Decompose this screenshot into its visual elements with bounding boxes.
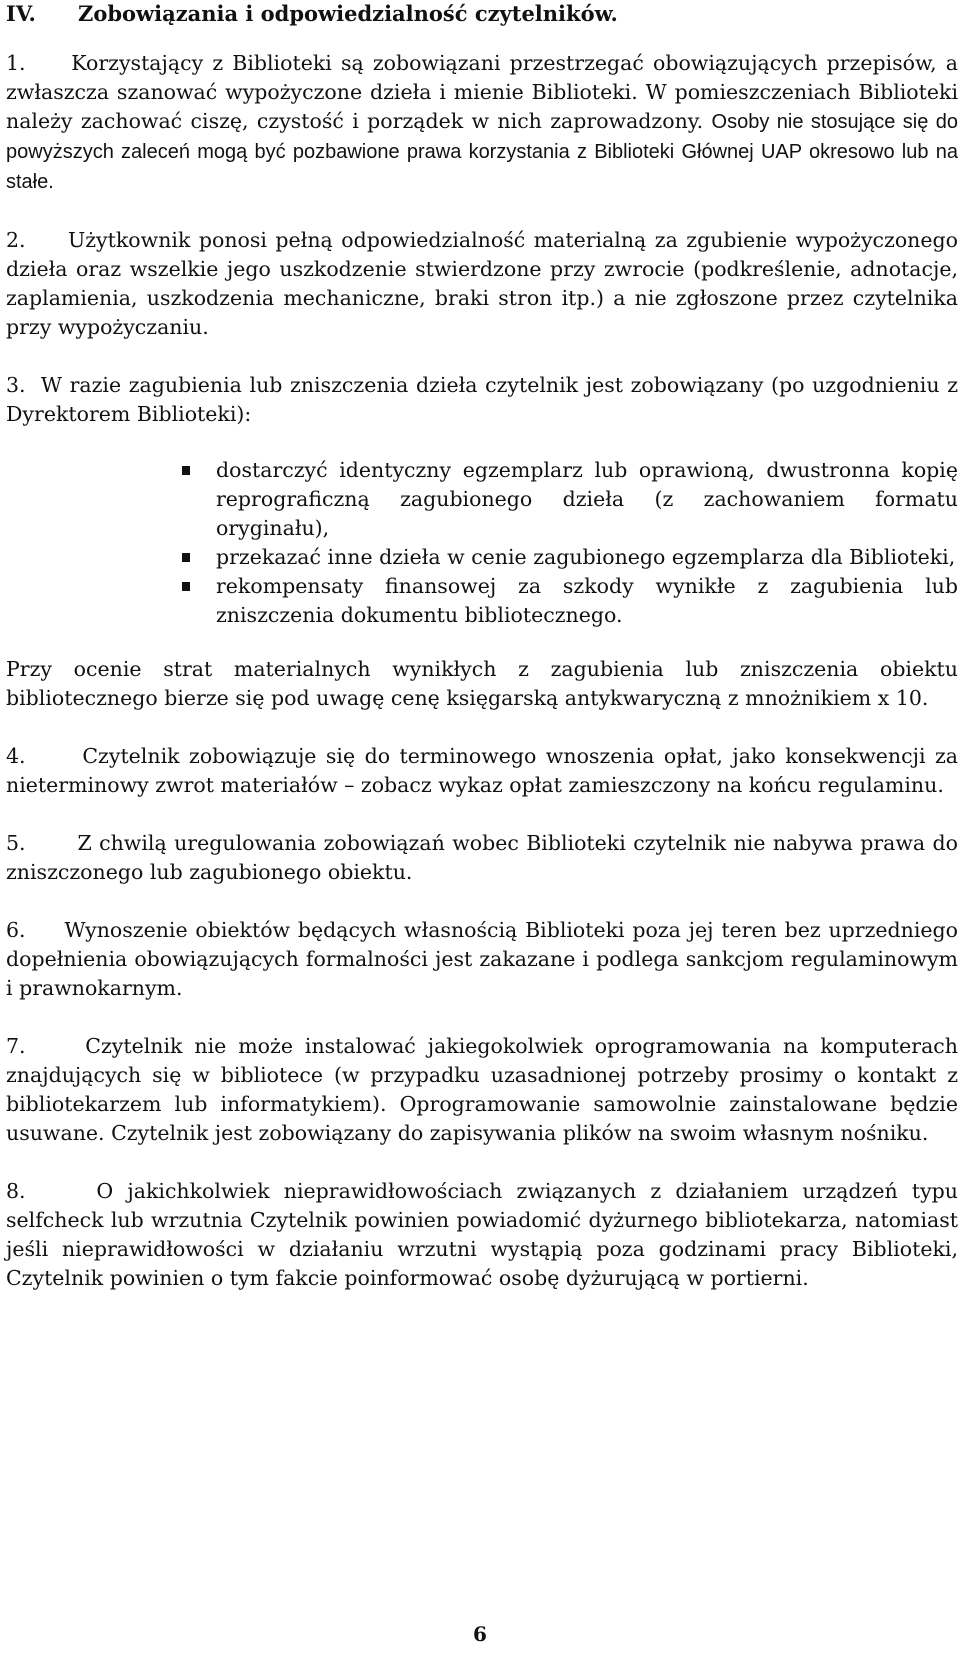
paragraph-5-number: 5.	[6, 831, 26, 855]
paragraph-7	[6, 1032, 958, 1148]
paragraph-8-number: 8.	[6, 1179, 26, 1203]
square-bullet-icon	[182, 553, 190, 562]
section-number: IV.	[6, 1, 36, 26]
list-item: dostarczyć identyczny egzemplarz lub oprawioną, dwustronna kopię reprograficzną zagubionego dzieła (z zachowaniem formatu oryginału),	[216, 456, 958, 543]
document-page	[6, 0, 958, 1293]
square-bullet-icon	[182, 466, 190, 475]
square-bullet-icon	[182, 582, 190, 591]
paragraph-3-text: W razie zagubienia lub zniszczenia dzieła czytelnik jest zobowiązany (po uzgodnieniu z Dyrektorem Biblioteki):	[6, 373, 958, 426]
paragraph-6-text: Wynoszenie obiektów będących własnością Biblioteki poza jej teren bez uprzedniego dopełnienia obowiązujących formalności jest zakazane i podlega sankcjom regulaminowym i prawnokarnym.	[6, 918, 958, 1000]
paragraph-1-text: Korzystający z Biblioteki są zobowiązani przestrzegać obowiązujących przepisów, a zwłaszcza szanować wypożyczone dzieła i mienie Biblioteki. W pomieszczeniach Biblioteki należy zachować ciszę, czystość i porządek w nich zaprowadzony.	[6, 51, 958, 133]
paragraph-6-number: 6.	[6, 918, 26, 942]
compensation-options-list	[6, 456, 958, 630]
paragraph-3-note: Przy ocenie strat materialnych wynikłych z zagubienia lub zniszczenia obiektu bibliotecznego bierze się pod uwagę cenę księgarską antykwaryczną z mnożnikiem x 10.	[6, 657, 958, 710]
section-title: Zobowiązania i odpowiedzialność czytelników.	[78, 1, 618, 26]
section-heading	[6, 0, 958, 28]
paragraph-2	[6, 226, 958, 342]
paragraph-6	[6, 916, 958, 1003]
paragraph-4	[6, 742, 958, 800]
paragraph-2-text: Użytkownik ponosi pełną odpowiedzialność materialną za zgubienie wypożyczonego dzieła oraz wszelkie jego uszkodzenie stwierdzone przy zwrocie (podkreślenie, adnotacje, zaplamienia, uszkodzenia mechaniczne, braki stron itp.) a nie zgłoszone przez czytelnika przy wypożyczaniu.	[6, 228, 958, 339]
paragraph-1	[6, 49, 958, 197]
list-item: rekompensaty finansowej za szkody wynikłe z zagubienia lub zniszczenia dokumentu bibliotecznego.	[216, 572, 958, 630]
paragraph-8-text: O jakichkolwiek nieprawidłowościach związanych z działaniem urządzeń typu selfcheck lub wrzutnia Czytelnik powinien powiadomić dyżurnego bibliotekarza, natomiast jeśli nieprawidłowości w działaniu wrzutni wystąpią poza godzinami pracy Biblioteki, Czytelnik powinien o tym fakcie poinformować osobę dyżurującą w portierni.	[6, 1179, 958, 1290]
paragraph-5-text: Z chwilą uregulowania zobowiązań wobec Biblioteki czytelnik nie nabywa prawa do zniszczonego lub zagubionego obiektu.	[6, 831, 958, 884]
paragraph-5	[6, 829, 958, 887]
paragraph-4-text: Czytelnik zobowiązuje się do terminowego wnoszenia opłat, jako konsekwencji za nieterminowy zwrot materiałów – zobacz wykaz opłat zamieszczony na końcu regulaminu.	[6, 744, 958, 797]
paragraph-1-sanction-text: Osoby nie stosujące się do powyższych zaleceń mogą być pozbawione prawa korzystania z Biblioteki Głównej UAP okresowo lub na stałe.	[6, 111, 958, 193]
paragraph-7-number: 7.	[6, 1034, 26, 1058]
paragraph-7-text: Czytelnik nie może instalować jakiegokolwiek oprogramowania na komputerach znajdujących się w bibliotece (w przypadku uzasadnionej potrzeby prosimy o kontakt z bibliotekarzem lub informatykiem). Oprogramowanie samowolnie zainstalowane będzie usuwane. Czytelnik jest zobowiązany do zapisywania plików na swoim własnym nośniku.	[6, 1034, 958, 1145]
list-item: przekazać inne dzieła w cenie zagubionego egzemplarza dla Biblioteki,	[216, 543, 958, 572]
paragraph-4-number: 4.	[6, 744, 26, 768]
paragraph-2-number: 2.	[6, 228, 26, 252]
page-number: 6	[473, 1622, 487, 1646]
paragraph-8	[6, 1177, 958, 1293]
paragraph-3	[6, 371, 958, 429]
paragraph-1-number: 1.	[6, 51, 26, 75]
paragraph-3-number: 3.	[6, 373, 26, 397]
